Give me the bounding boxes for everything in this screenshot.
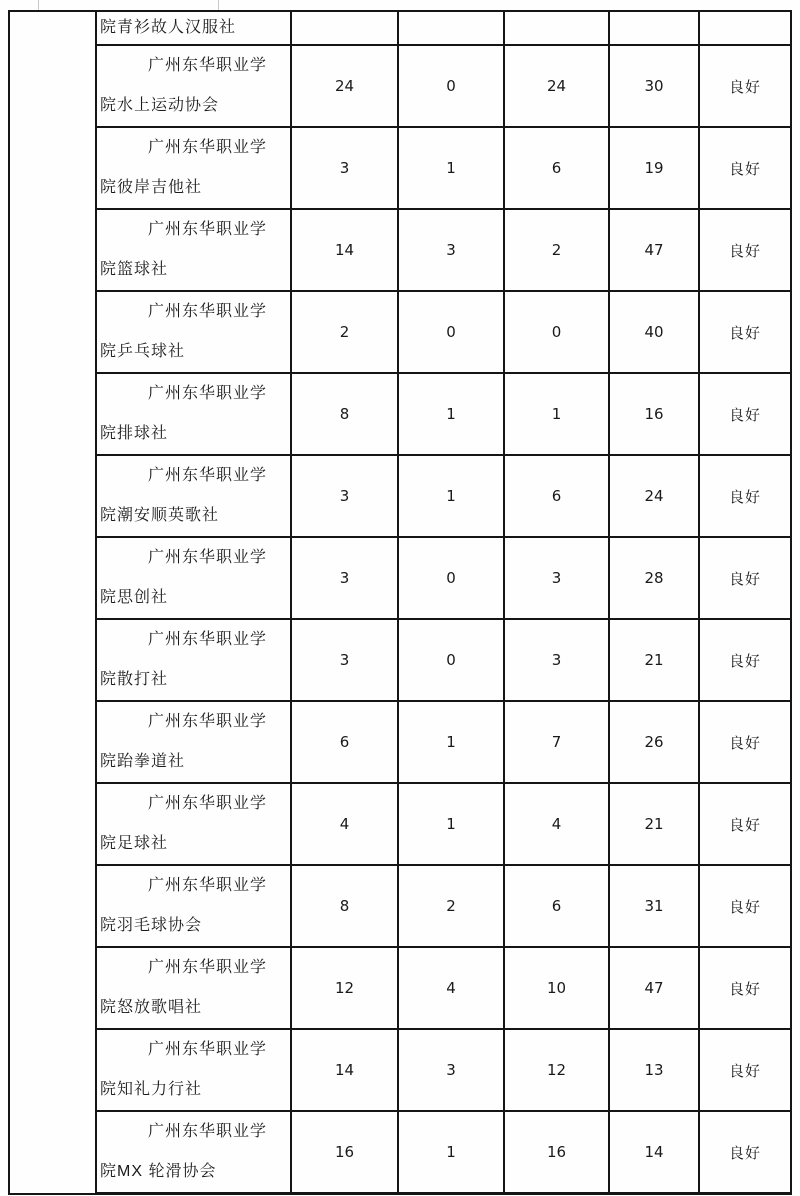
- table-row: [9, 1029, 791, 1111]
- status-cell: 良好: [699, 45, 791, 127]
- value-cell: 3: [504, 537, 609, 619]
- table-row: [9, 701, 791, 783]
- value-cell: 14: [609, 1111, 699, 1194]
- value-cell: 0: [504, 291, 609, 373]
- club-name-line: 院青衫故人汉服社: [100, 19, 237, 36]
- status-cell: 良好: [699, 127, 791, 209]
- club-name-cell: [96, 701, 291, 783]
- table-row: [9, 45, 791, 127]
- value-cell: 0: [398, 619, 504, 701]
- value-cell: 19: [609, 127, 699, 209]
- status-cell: 良好: [699, 291, 791, 373]
- value-cell: 0: [398, 45, 504, 127]
- value-cell: 24: [609, 455, 699, 537]
- club-name-cell: [96, 1111, 291, 1194]
- status-cell: 良好: [699, 455, 791, 537]
- table-row: [9, 619, 791, 701]
- club-name-cell: [96, 11, 291, 45]
- club-name-line: 院彼岸吉他社: [100, 179, 203, 196]
- value-cell: [398, 11, 504, 45]
- value-cell: 13: [609, 1029, 699, 1111]
- table-row: [9, 947, 791, 1029]
- club-name-cell: [96, 455, 291, 537]
- table-row: [9, 291, 791, 373]
- status-cell: 良好: [699, 1111, 791, 1194]
- value-cell: 0: [398, 291, 504, 373]
- value-cell: 8: [291, 865, 398, 947]
- value-cell: 4: [398, 947, 504, 1029]
- value-cell: [609, 11, 699, 45]
- value-cell: 12: [291, 947, 398, 1029]
- table-row: [9, 537, 791, 619]
- club-name-line: 广州东华职业学: [148, 713, 268, 730]
- scan-artifact-line: [38, 0, 39, 10]
- value-cell: 2: [398, 865, 504, 947]
- value-cell: 6: [504, 455, 609, 537]
- value-cell: 47: [609, 209, 699, 291]
- club-name-line: 广州东华职业学: [148, 795, 268, 812]
- club-name-line: 院水上运动协会: [100, 97, 220, 114]
- value-cell: 3: [291, 537, 398, 619]
- club-name-line: 院知礼力行社: [100, 1081, 203, 1098]
- value-cell: 28: [609, 537, 699, 619]
- left-empty-merged-cell: [9, 11, 96, 1194]
- club-name-line: 广州东华职业学: [148, 139, 268, 156]
- club-name-line: 广州东华职业学: [148, 877, 268, 894]
- value-cell: 6: [291, 701, 398, 783]
- club-name-cell: [96, 373, 291, 455]
- value-cell: 3: [291, 619, 398, 701]
- status-cell: 良好: [699, 783, 791, 865]
- status-cell: 良好: [699, 947, 791, 1029]
- value-cell: 8: [291, 373, 398, 455]
- value-cell: 3: [291, 455, 398, 537]
- value-cell: [504, 11, 609, 45]
- club-name-line: 广州东华职业学: [148, 57, 268, 74]
- scan-artifact-line: [218, 0, 219, 10]
- club-name-line: 广州东华职业学: [148, 303, 268, 320]
- value-cell: 3: [398, 1029, 504, 1111]
- club-name-cell: [96, 1029, 291, 1111]
- value-cell: 6: [504, 865, 609, 947]
- club-name-line: 广州东华职业学: [148, 549, 268, 566]
- table-row: [9, 865, 791, 947]
- value-cell: 1: [398, 701, 504, 783]
- club-name-cell: [96, 537, 291, 619]
- value-cell: 16: [609, 373, 699, 455]
- value-cell: 16: [504, 1111, 609, 1194]
- table-row: [9, 11, 791, 45]
- club-name-line: 院潮安顺英歌社: [100, 507, 220, 524]
- club-name-line: 院排球社: [100, 425, 169, 442]
- club-table: [8, 10, 792, 1195]
- value-cell: [291, 11, 398, 45]
- status-cell: 良好: [699, 537, 791, 619]
- club-name-line: 广州东华职业学: [148, 1041, 268, 1058]
- value-cell: 3: [398, 209, 504, 291]
- table-row: [9, 783, 791, 865]
- club-name-cell: [96, 209, 291, 291]
- value-cell: 6: [504, 127, 609, 209]
- value-cell: 26: [609, 701, 699, 783]
- value-cell: 1: [398, 455, 504, 537]
- value-cell: 14: [291, 209, 398, 291]
- value-cell: 40: [609, 291, 699, 373]
- table-row: [9, 127, 791, 209]
- club-name-line: 广州东华职业学: [148, 385, 268, 402]
- value-cell: 3: [291, 127, 398, 209]
- club-name-cell: [96, 619, 291, 701]
- value-cell: 21: [609, 783, 699, 865]
- club-name-cell: [96, 291, 291, 373]
- value-cell: 2: [291, 291, 398, 373]
- club-name-line: 院足球社: [100, 835, 169, 852]
- club-name-line: 广州东华职业学: [148, 467, 268, 484]
- club-name-line: 院怒放歌唱社: [100, 999, 203, 1016]
- club-name-line: 院思创社: [100, 589, 169, 606]
- value-cell: 16: [291, 1111, 398, 1194]
- club-name-line: 院篮球社: [100, 261, 169, 278]
- club-name-cell: [96, 783, 291, 865]
- value-cell: 10: [504, 947, 609, 1029]
- value-cell: 12: [504, 1029, 609, 1111]
- value-cell: 2: [504, 209, 609, 291]
- value-cell: 1: [398, 783, 504, 865]
- value-cell: 1: [398, 127, 504, 209]
- value-cell: 1: [398, 373, 504, 455]
- value-cell: 31: [609, 865, 699, 947]
- club-name-line: 院跆拳道社: [100, 753, 186, 770]
- table-row: [9, 209, 791, 291]
- club-name-line: 广州东华职业学: [148, 959, 268, 976]
- value-cell: 14: [291, 1029, 398, 1111]
- value-cell: 7: [504, 701, 609, 783]
- value-cell: 4: [291, 783, 398, 865]
- club-name-line: 院羽毛球协会: [100, 917, 203, 934]
- value-cell: 0: [398, 537, 504, 619]
- club-name-cell: [96, 947, 291, 1029]
- club-name-cell: [96, 127, 291, 209]
- club-name-line: 广州东华职业学: [148, 631, 268, 648]
- club-table-body: [9, 11, 791, 1194]
- value-cell: 21: [609, 619, 699, 701]
- club-name-line: 广州东华职业学: [148, 1123, 268, 1140]
- value-cell: 3: [504, 619, 609, 701]
- value-cell: 1: [504, 373, 609, 455]
- club-name-cell: [96, 45, 291, 127]
- value-cell: 30: [609, 45, 699, 127]
- status-cell: 良好: [699, 619, 791, 701]
- value-cell: 24: [291, 45, 398, 127]
- status-cell: 良好: [699, 209, 791, 291]
- status-cell: 良好: [699, 1029, 791, 1111]
- value-cell: 47: [609, 947, 699, 1029]
- status-cell: 良好: [699, 865, 791, 947]
- club-name-line: 院乒乓球社: [100, 343, 186, 360]
- club-name-line: 院散打社: [100, 671, 169, 688]
- status-cell: [699, 11, 791, 45]
- value-cell: 4: [504, 783, 609, 865]
- status-cell: 良好: [699, 701, 791, 783]
- club-name-line: 广州东华职业学: [148, 221, 268, 238]
- table-row: [9, 455, 791, 537]
- value-cell: 1: [398, 1111, 504, 1194]
- status-cell: 良好: [699, 373, 791, 455]
- club-name-cell: [96, 865, 291, 947]
- value-cell: 24: [504, 45, 609, 127]
- club-name-line: 院MX 轮滑协会: [100, 1163, 217, 1180]
- table-row: [9, 373, 791, 455]
- table-row: [9, 1111, 791, 1194]
